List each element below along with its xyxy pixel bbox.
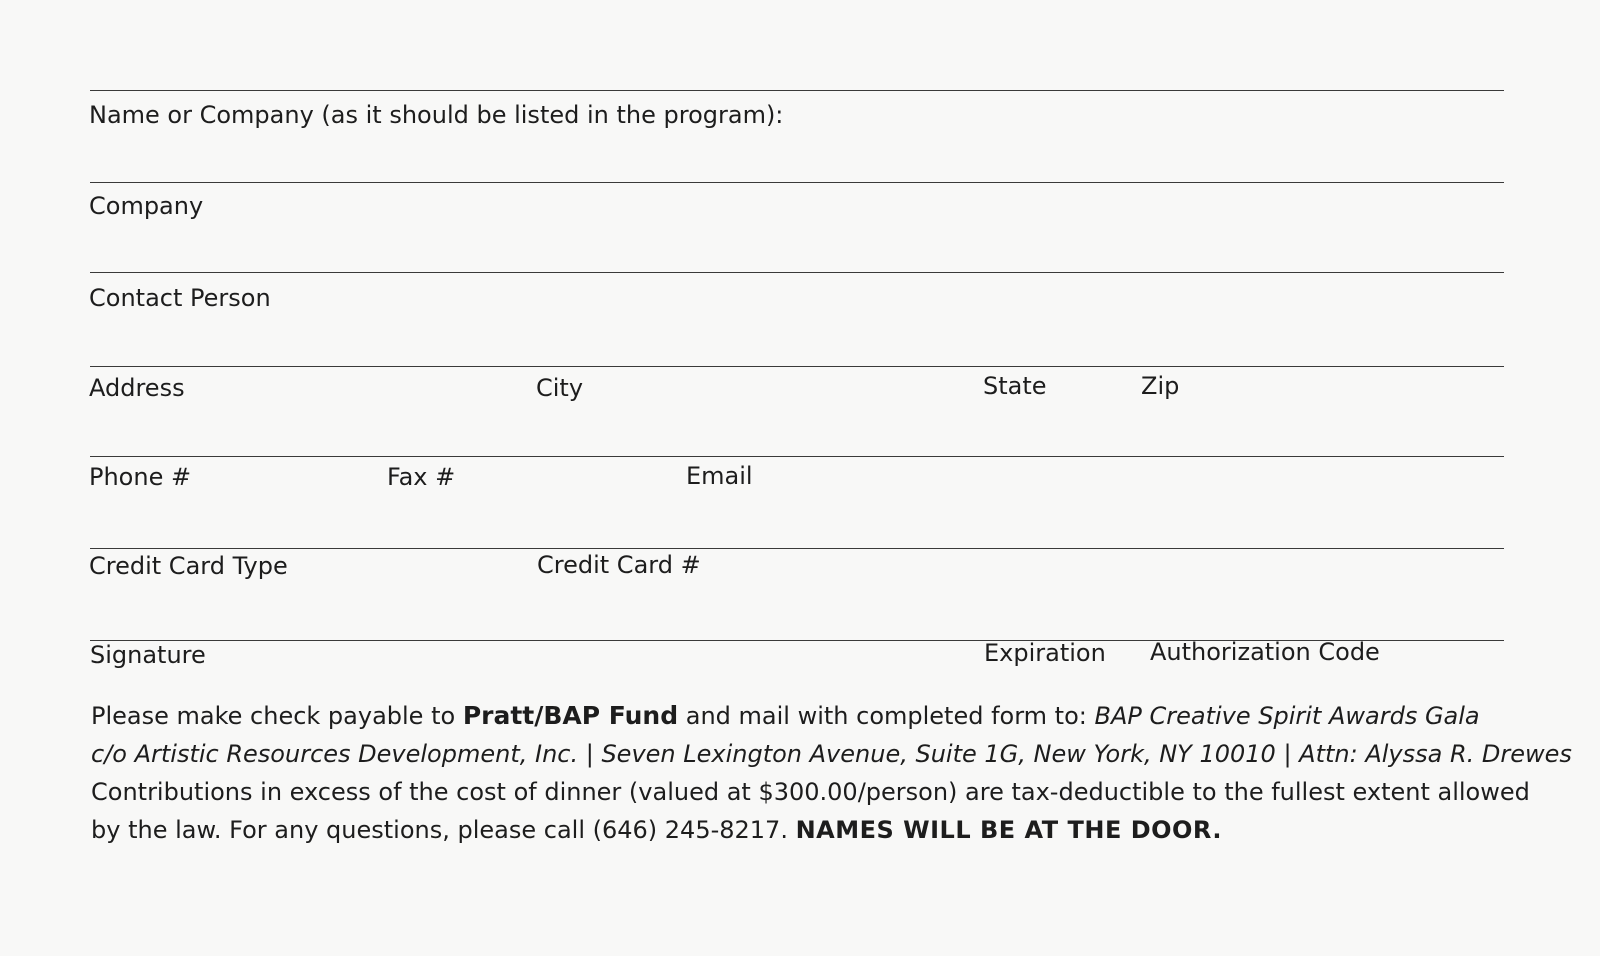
authorization-code-label: Authorization Code	[1150, 638, 1380, 666]
payment-instructions	[91, 697, 1572, 849]
mailing-address: c/o Artistic Resources Development, Inc. | Seven Lexington Avenue, Suite 1G, New York, NY 10010 | Attn: Alyssa R. Drewes	[91, 740, 1572, 768]
address-label: Address	[89, 374, 185, 402]
contact-person-label: Contact Person	[89, 284, 271, 312]
payment-line	[91, 697, 1511, 735]
name-or-company-label: Name or Company (as it should be listed in the program):	[89, 101, 784, 129]
tax-note-line2-wrap	[91, 811, 1511, 849]
city-label: City	[536, 374, 584, 402]
company-line	[90, 182, 1504, 183]
phone-line	[90, 456, 1504, 457]
phone-label: Phone #	[89, 463, 192, 491]
payment-prefix: Please make check payable to	[91, 702, 463, 730]
signature-label: Signature	[90, 641, 206, 669]
fax-label: Fax #	[387, 463, 456, 491]
company-label: Company	[89, 192, 204, 220]
contact-line	[90, 272, 1504, 273]
email-label: Email	[686, 462, 753, 490]
event-name: BAP Creative Spirit Awards Gala	[1094, 702, 1480, 730]
name-line	[90, 90, 1504, 91]
zip-label: Zip	[1141, 372, 1180, 400]
credit-card-line	[90, 548, 1504, 549]
payee-name: Pratt/BAP Fund	[462, 701, 679, 730]
state-label: State	[983, 372, 1047, 400]
door-notice: NAMES WILL BE AT THE DOOR.	[795, 816, 1222, 844]
credit-card-number-label: Credit Card #	[537, 551, 701, 579]
expiration-label: Expiration	[984, 639, 1106, 667]
tax-note-line2: by the law. For any questions, please call (646) 245-8217.	[91, 816, 796, 844]
payment-middle: and mail with completed form to:	[678, 702, 1095, 730]
credit-card-type-label: Credit Card Type	[89, 552, 288, 580]
address-line	[90, 366, 1504, 367]
tax-note-line1: Contributions in excess of the cost of dinner (valued at $300.00/person) are tax-deductible to the fullest extent allowed	[91, 778, 1530, 806]
